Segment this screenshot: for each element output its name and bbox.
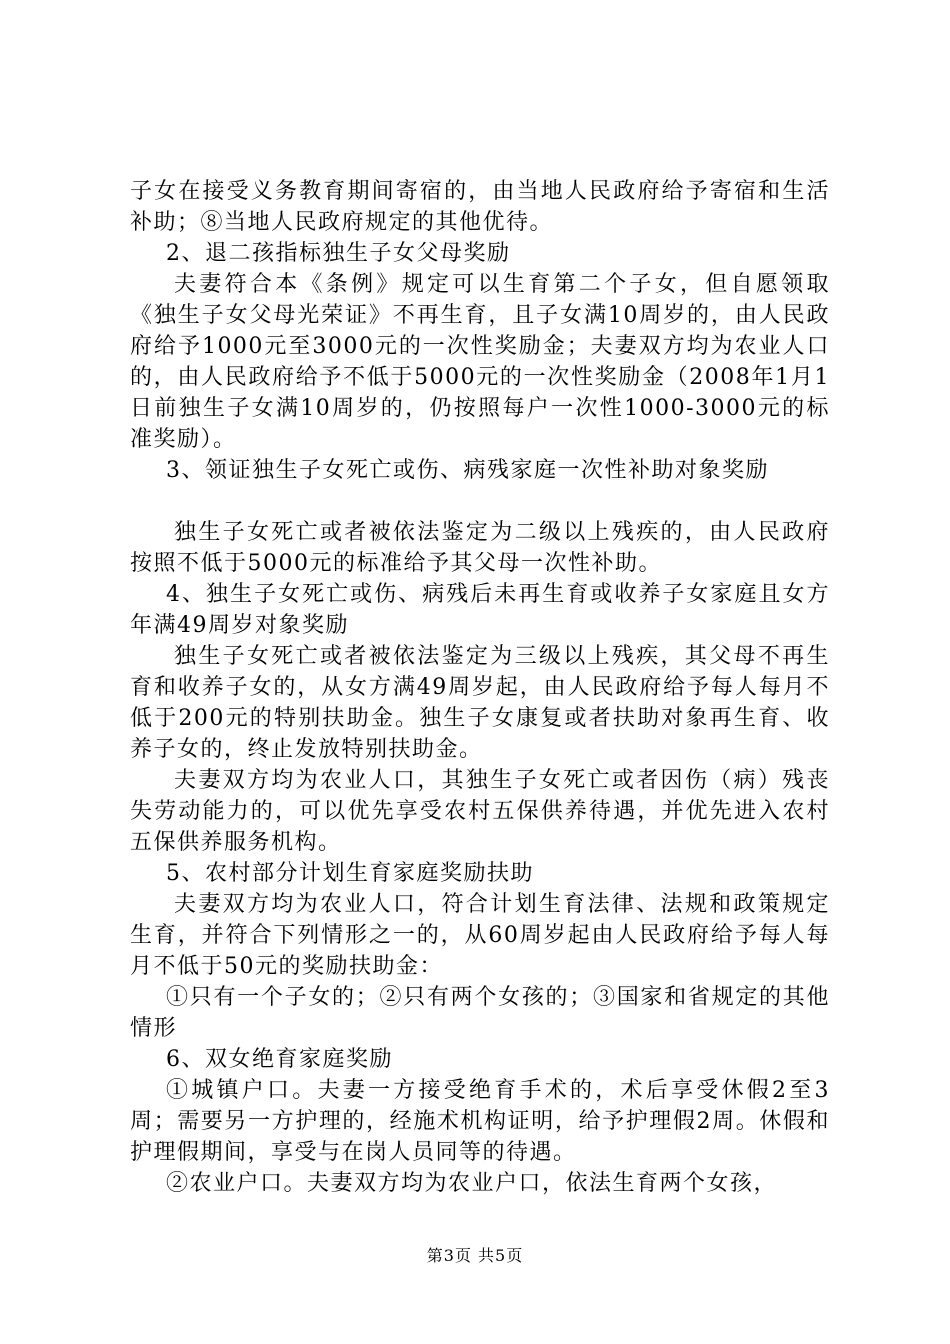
section-heading-5: 5、农村部分计划生育家庭奖励扶助 (166, 861, 534, 886)
paragraph: ①只有一个子女的；②只有两个女孩的；③国家和省规定的其他情形 (130, 985, 830, 1041)
paragraph: 夫妻双方均为农业人口，其独生子女死亡或者因伤（病）残丧失劳动能力的，可以优先享受农村五保供养待遇，并优先进入农村五保供养服务机构。 (130, 768, 830, 855)
page-number: 第3页 共5页 (426, 1246, 524, 1265)
paragraph: 独生子女死亡或者被依法鉴定为三级以上残疾，其父母不再生育和收养子女的，从女方满49周岁起，由人民政府给予每人每月不低于200元的特别扶助金。独生子女康复或者扶助对象再生育、收养子女的，终止发放特别扶助金。 (130, 644, 830, 762)
paragraph-continuation: 子女在接受义务教育期间寄宿的，由当地人民政府给予寄宿和生活补助；⑧当地人民政府规定的其他优待。 (130, 179, 830, 235)
paragraph: 独生子女死亡或者被依法鉴定为二级以上残疾的，由人民政府按照不低于5000元的标准给予其父母一次性补助。 (130, 520, 830, 576)
section-heading-6: 6、双女绝育家庭奖励 (166, 1047, 393, 1072)
section-heading-2: 2、退二孩指标独生子女父母奖励 (166, 241, 511, 266)
paragraph: 夫妻符合本《条例》规定可以生育第二个子女，但自愿领取《独生子女父母光荣证》不再生育，且子女满10周岁的，由人民政府给予1000元至3000元的一次性奖励金；夫妻双方均为农业人口的，由人民政府给予不低于5000元的一次性奖励金（2008年1月1日前独生子女满10周岁的，仍按照每户一次性1000-3000元的标准奖励）。 (130, 272, 830, 452)
paragraph: 夫妻双方均为农业人口，符合计划生育法律、法规和政策规定生育，并符合下列情形之一的，从60周岁起由人民政府给予每人每月不低于50元的奖励扶助金： (130, 892, 830, 979)
paragraph: ①城镇户口。夫妻一方接受绝育手术的，术后享受休假2至3周；需要另一方护理的，经施术机构证明，给予护理假2周。休假和护理假期间，享受与在岗人员同等的待遇。 (130, 1078, 830, 1165)
section-heading-4: 4、独生子女死亡或伤、病残后未再生育或收养子女家庭且女方年满49周岁对象奖励 (130, 582, 830, 638)
document-body (130, 176, 830, 1199)
blank-line (130, 486, 830, 517)
section-heading-3: 3、领证独生子女死亡或伤、病残家庭一次性补助对象奖励 (166, 458, 769, 483)
paragraph: ②农业户口。夫妻双方均为农业户口，依法生育两个女孩， (166, 1171, 778, 1196)
